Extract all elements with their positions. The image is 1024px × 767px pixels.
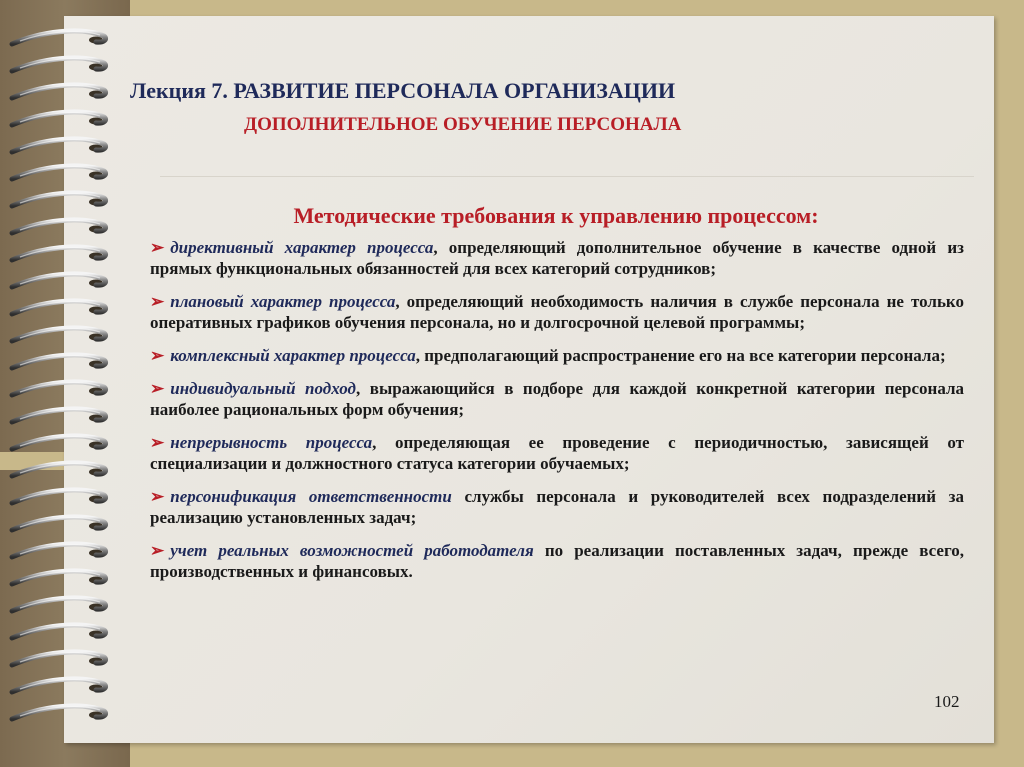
spiral-ring [12, 355, 106, 368]
spiral-ring [12, 139, 106, 152]
spiral-ring [12, 571, 106, 584]
item-text: , выражающийся в подборе для каждой конкретной категории персонала наиболее рациональных форм обучения; [150, 379, 965, 419]
page-number: 102 [934, 692, 960, 711]
list-item [150, 486, 964, 528]
spiral-ring [12, 625, 106, 638]
list-item [150, 345, 964, 366]
item-text: службы персонала и руководителей всех подразделений за реализацию установленных задач; [150, 487, 964, 527]
spiral-ring [12, 301, 106, 314]
spiral-ring [12, 220, 106, 233]
bullet-arrow-icon: ➢ [150, 346, 165, 365]
list-item [150, 237, 964, 279]
item-term: индивидуальный подход [170, 379, 356, 398]
spiral-ring [12, 436, 106, 449]
spiral-ring [12, 490, 106, 503]
spiral-ring [12, 598, 106, 611]
title-divider [160, 176, 974, 177]
spiral-binding [0, 0, 130, 767]
bullet-arrow-icon: ➢ [150, 238, 165, 257]
spiral-ring [12, 409, 106, 422]
spiral-ring [12, 706, 106, 719]
list-item [150, 291, 964, 333]
spiral-ring [12, 463, 106, 476]
section-heading: Методические требования к управлению процессом: [293, 203, 819, 228]
bullet-arrow-icon: ➢ [150, 379, 165, 398]
item-term: директивный характер процесса [170, 238, 434, 257]
spiral-ring [12, 193, 106, 206]
bullet-arrow-icon: ➢ [150, 487, 165, 506]
spiral-ring [12, 58, 106, 71]
item-text: , предполагающий распространение его на все категории персонала; [415, 346, 946, 365]
item-text: по реализации поставленных задач, прежде всего, производственных и финансовых. [150, 541, 964, 581]
spiral-ring [12, 85, 106, 98]
item-text: , определяющий необходимость наличия в службе персонала не только оперативных графиков обучения персонала, но и долгосрочной целевой программы; [150, 292, 964, 332]
spiral-ring [12, 652, 106, 665]
spiral-ring [12, 112, 106, 125]
spiral-ring [12, 166, 106, 179]
spiral-ring [12, 328, 106, 341]
item-term: учет реальных возможностей работодателя [170, 541, 534, 560]
requirements-list [150, 237, 964, 594]
spiral-ring [12, 382, 106, 395]
bullet-arrow-icon: ➢ [150, 541, 165, 560]
slide-title: Лекция 7. РАЗВИТИЕ ПЕРСОНАЛА ОРГАНИЗАЦИИ [130, 78, 676, 103]
bullet-arrow-icon: ➢ [150, 433, 165, 452]
item-term: непрерывность процесса [170, 433, 373, 452]
item-text: , определяющий дополнительное обучение в качестве одной из прямых функциональных обязанностей для всех категорий сотрудников; [150, 238, 964, 278]
item-term: персонификация ответственности [170, 487, 452, 506]
spiral-ring [12, 544, 106, 557]
spiral-ring [12, 274, 106, 287]
spiral-ring [12, 517, 106, 530]
list-item [150, 432, 964, 474]
spiral-ring [12, 31, 106, 44]
list-item [150, 540, 964, 582]
spiral-ring [12, 247, 106, 260]
item-text: , определяющая ее проведение с периодичностью, зависящей от специализации и должностного статуса категории обучаемых; [150, 433, 965, 473]
spiral-ring [12, 679, 106, 692]
bullet-arrow-icon: ➢ [150, 292, 165, 311]
item-term: комплексный характер процесса [170, 346, 416, 365]
slide-subtitle: ДОПОЛНИТЕЛЬНОЕ ОБУЧЕНИЕ ПЕРСОНАЛА [244, 114, 682, 135]
item-term: плановый характер процесса [170, 292, 396, 311]
list-item [150, 378, 964, 420]
